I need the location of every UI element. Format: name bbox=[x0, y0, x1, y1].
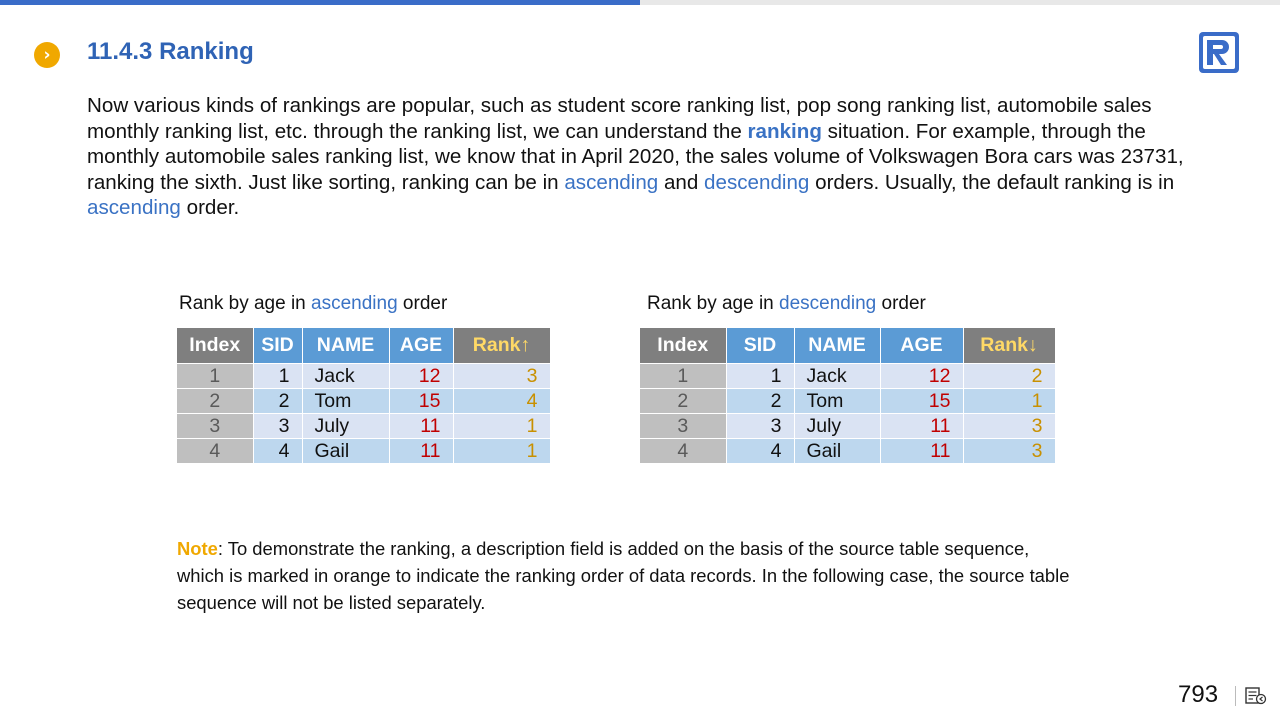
intro-text-5: order. bbox=[180, 196, 240, 220]
caption-keyword: ascending bbox=[311, 293, 398, 314]
caption-text: Rank by age in bbox=[647, 293, 780, 314]
table-row bbox=[640, 389, 1055, 414]
cell-sid: 3 bbox=[726, 414, 794, 439]
col-header-name: NAME bbox=[302, 328, 389, 364]
table-header-row bbox=[640, 328, 1055, 364]
col-header-age: AGE bbox=[389, 328, 453, 364]
cell-sid: 2 bbox=[726, 389, 794, 414]
cell-index: 3 bbox=[640, 414, 726, 439]
cell-name: Gail bbox=[302, 439, 389, 464]
cell-rank: 4 bbox=[453, 389, 550, 414]
table-row bbox=[177, 439, 550, 464]
page-number: 793 bbox=[1178, 681, 1219, 708]
asc-rank-table bbox=[177, 328, 551, 463]
cell-age: 15 bbox=[389, 389, 453, 414]
desc-table-caption bbox=[647, 293, 926, 315]
col-header-sid: SID bbox=[726, 328, 794, 364]
keyword-ascending-2: ascending bbox=[87, 196, 181, 220]
cell-age: 12 bbox=[880, 364, 963, 389]
cell-index: 1 bbox=[640, 364, 726, 389]
col-header-sid: SID bbox=[253, 328, 302, 364]
caption-keyword: descending bbox=[779, 293, 877, 314]
cell-index: 4 bbox=[177, 439, 253, 464]
cell-sid: 3 bbox=[253, 414, 302, 439]
cell-name: Jack bbox=[794, 364, 880, 389]
footer-divider bbox=[1235, 686, 1236, 706]
asc-table-caption bbox=[179, 293, 447, 315]
table-row bbox=[177, 414, 550, 439]
caption-text: order bbox=[397, 293, 448, 314]
cell-index: 3 bbox=[177, 414, 253, 439]
intro-text-2: situation. For example, through the monthly automobile sales ranking list, we know that in April 2020, the sales volume of Volkswagen Bora cars was 23731, ranking the sixth. Just like sorting, ranking can be in bbox=[87, 119, 1184, 194]
cell-rank: 3 bbox=[963, 439, 1055, 464]
cell-sid: 1 bbox=[726, 364, 794, 389]
note-text: : To demonstrate the ranking, a description field is added on the basis of the source table sequence, which is marked in orange to indicate the ranking order of data records. In the following case, the source table sequence will not be listed separately. bbox=[177, 538, 1070, 613]
caption-text: Rank by age in bbox=[179, 293, 312, 314]
caption-text: order bbox=[876, 293, 926, 314]
keyword-ranking: ranking bbox=[747, 119, 822, 143]
cell-rank: 1 bbox=[453, 414, 550, 439]
cell-age: 15 bbox=[880, 389, 963, 414]
cell-sid: 4 bbox=[726, 439, 794, 464]
col-header-index: Index bbox=[640, 328, 726, 364]
cell-sid: 4 bbox=[253, 439, 302, 464]
intro-text-1: Now various kinds of rankings are popular, such as student score ranking list, pop song ranking list, automobile sales monthly ranking list, etc. through the ranking list, we can understand the bbox=[87, 94, 1152, 143]
cell-index: 2 bbox=[640, 389, 726, 414]
cell-name: July bbox=[794, 414, 880, 439]
cell-index: 1 bbox=[177, 364, 253, 389]
col-header-age: AGE bbox=[880, 328, 963, 364]
cell-age: 11 bbox=[389, 439, 453, 464]
cell-index: 4 bbox=[640, 439, 726, 464]
cell-rank: 1 bbox=[963, 389, 1055, 414]
table-header-row bbox=[177, 328, 550, 364]
table-row bbox=[640, 439, 1055, 464]
cell-sid: 2 bbox=[253, 389, 302, 414]
table-row bbox=[640, 414, 1055, 439]
note-paragraph bbox=[177, 535, 1077, 616]
intro-text-4: orders. Usually, the default ranking is in bbox=[809, 170, 1175, 194]
cell-name: July bbox=[302, 414, 389, 439]
cell-rank: 3 bbox=[963, 414, 1055, 439]
table-row bbox=[177, 389, 550, 414]
progress-bar bbox=[0, 0, 1280, 5]
progress-bar-fill bbox=[0, 0, 640, 5]
col-header-rank: Rank↓ bbox=[963, 328, 1055, 364]
slide-menu-icon[interactable] bbox=[1245, 686, 1267, 706]
brand-logo-icon bbox=[1199, 32, 1239, 73]
cell-name: Tom bbox=[794, 389, 880, 414]
cell-rank: 1 bbox=[453, 439, 550, 464]
cell-sid: 1 bbox=[253, 364, 302, 389]
col-header-name: NAME bbox=[794, 328, 880, 364]
intro-paragraph bbox=[87, 93, 1187, 221]
note-label: Note bbox=[177, 538, 218, 559]
desc-rank-table bbox=[640, 328, 1056, 463]
cell-index: 2 bbox=[177, 389, 253, 414]
section-title: 11.4.3 Ranking bbox=[87, 38, 254, 65]
cell-name: Gail bbox=[794, 439, 880, 464]
cell-age: 11 bbox=[880, 439, 963, 464]
chevron-right-icon: › bbox=[34, 42, 60, 68]
keyword-descending: descending bbox=[704, 170, 810, 194]
cell-age: 11 bbox=[389, 414, 453, 439]
cell-age: 11 bbox=[880, 414, 963, 439]
cell-age: 12 bbox=[389, 364, 453, 389]
table-row bbox=[177, 364, 550, 389]
cell-rank: 3 bbox=[453, 364, 550, 389]
col-header-index: Index bbox=[177, 328, 253, 364]
keyword-ascending: ascending bbox=[564, 170, 659, 194]
cell-name: Jack bbox=[302, 364, 389, 389]
intro-text-3: and bbox=[658, 170, 705, 194]
col-header-rank: Rank↑ bbox=[453, 328, 550, 364]
cell-rank: 2 bbox=[963, 364, 1055, 389]
cell-name: Tom bbox=[302, 389, 389, 414]
table-row bbox=[640, 364, 1055, 389]
